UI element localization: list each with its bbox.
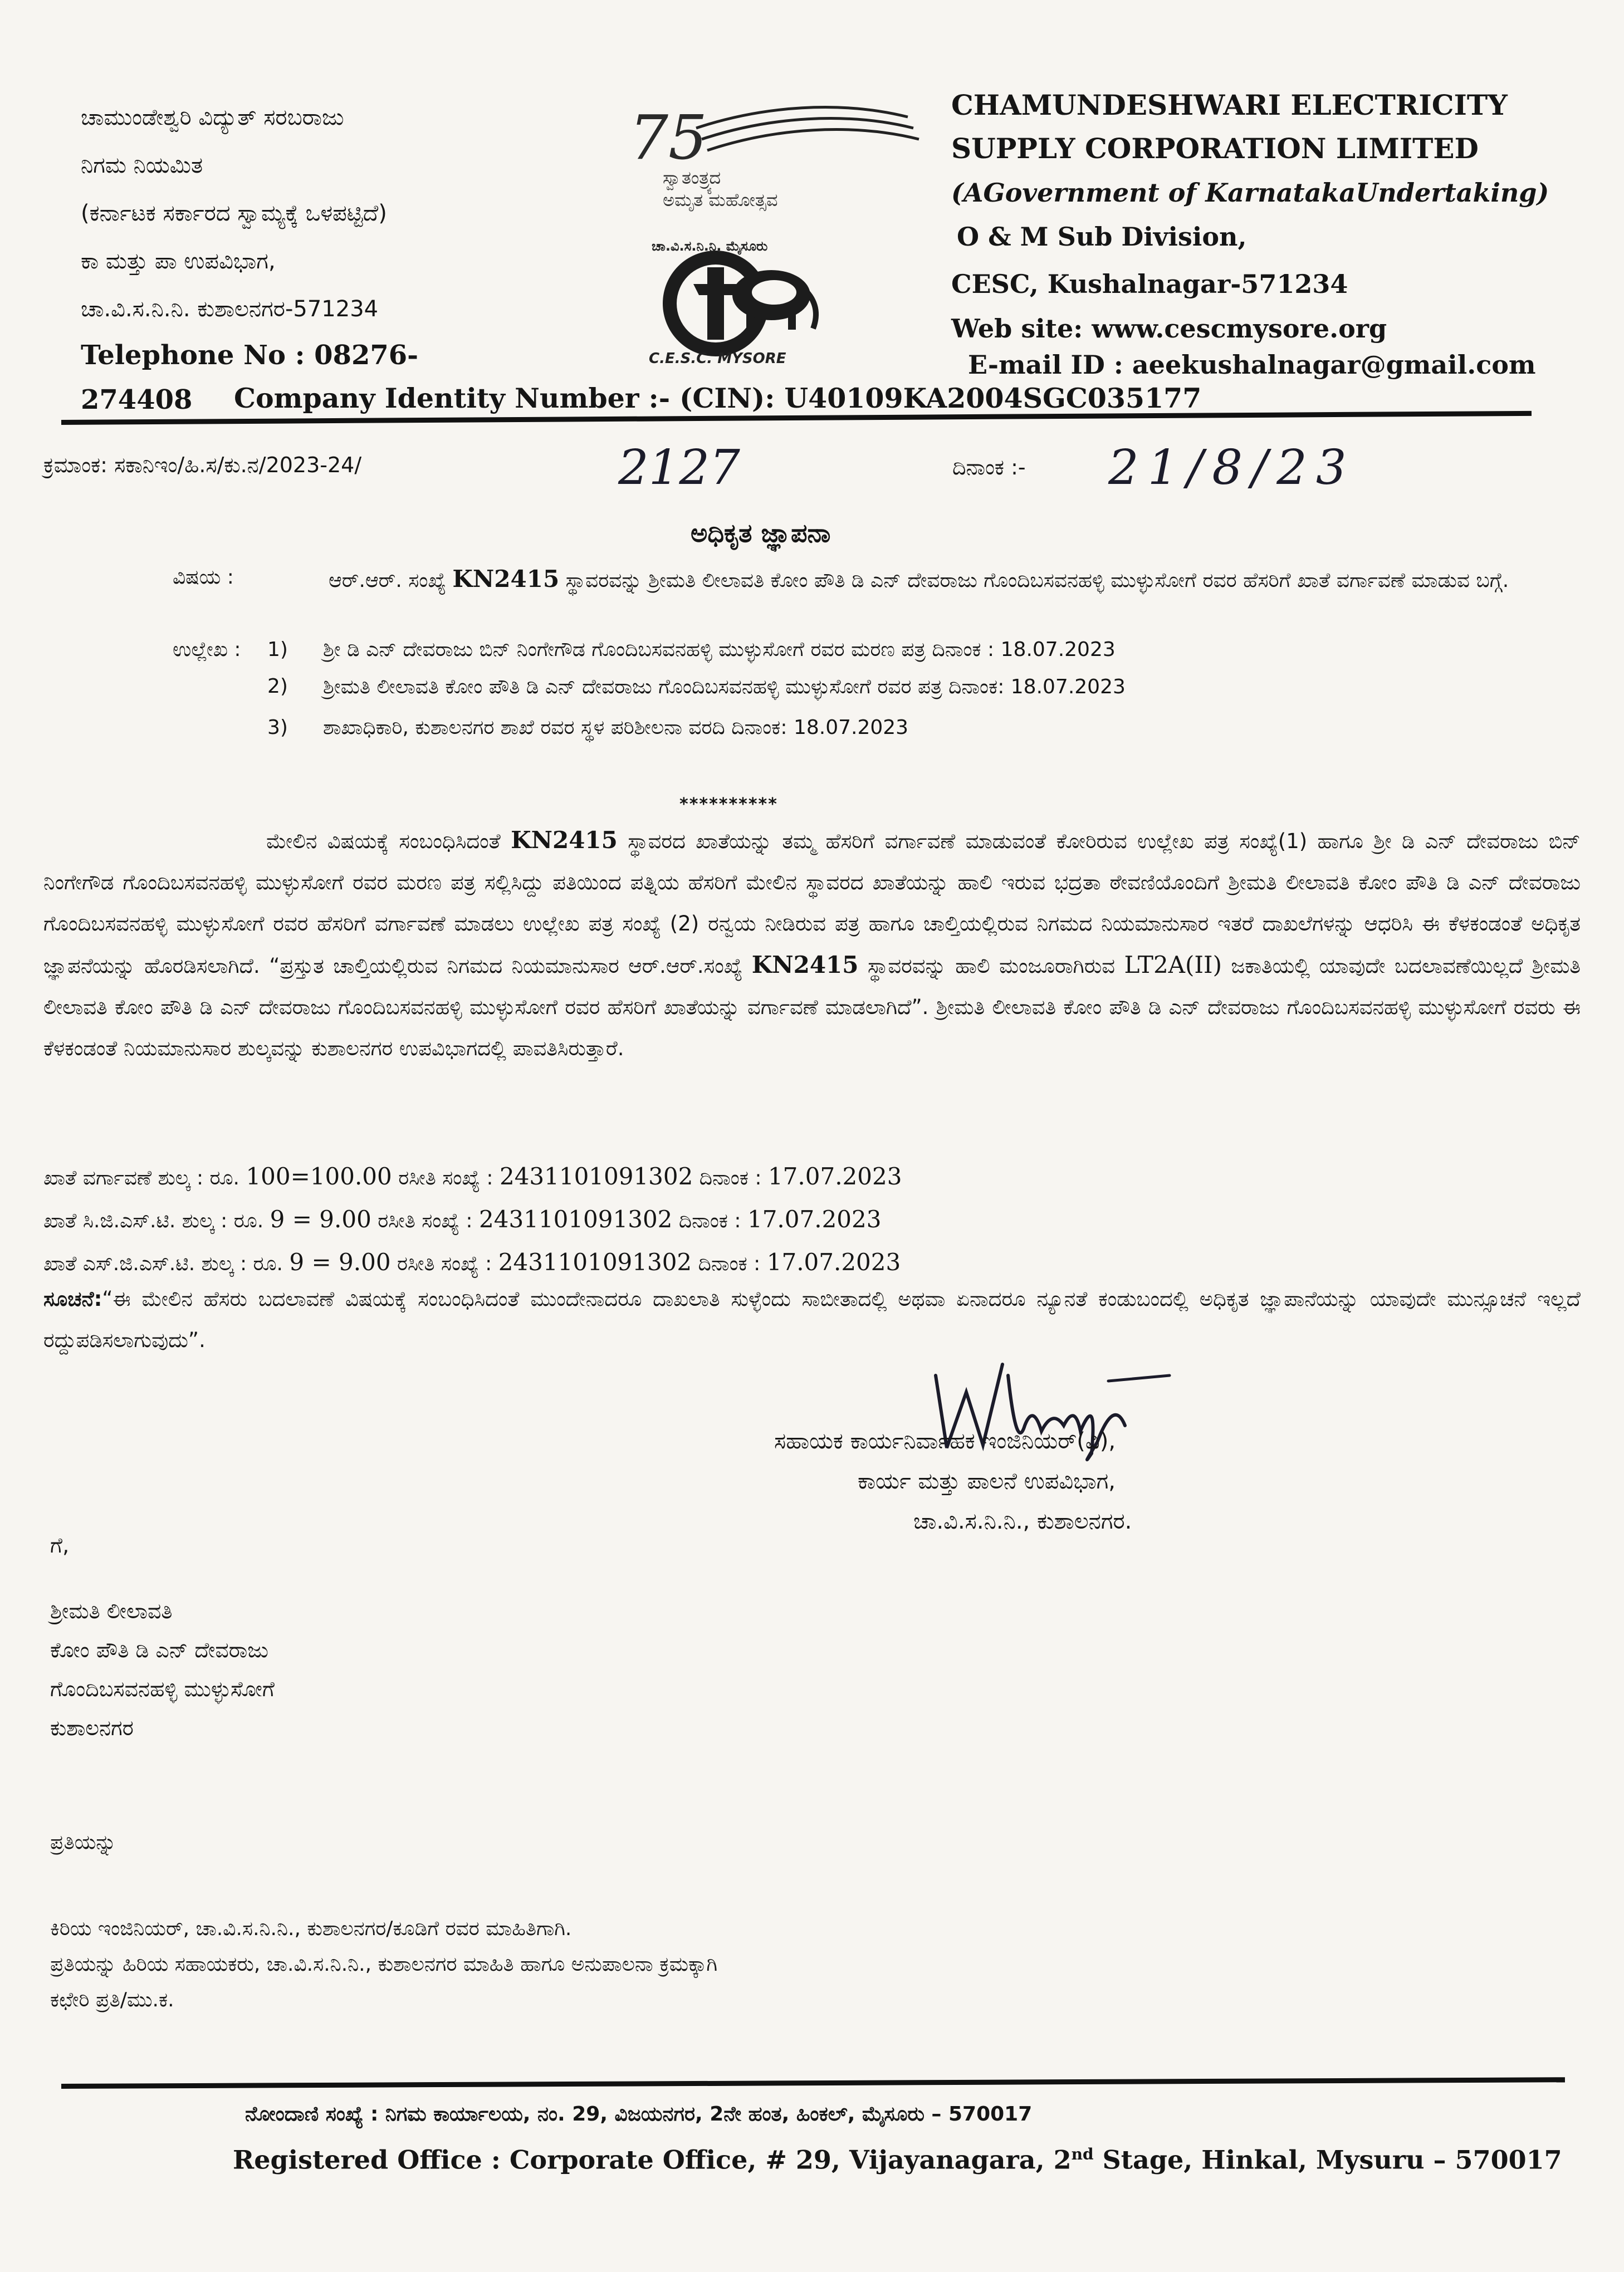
note-text: “ಈ ಮೇಲಿನ ಹೆಸರು ಬದಲಾವಣೆ ವಿಷಯಕ್ಕೆ ಸಂಬಂಧಿಸಿದಂತೆ ಮುಂದೇನಾದರೂ ದಾಖಲಾತಿ ಸುಳ್ಳೆಂದು ಸಾಬೀತಾದಲ್ಲಿ ಅಥವಾ ಏನಾದರೂ ನ್ಯೂನತೆ ಕಂಡುಬಂದಲ್ಲಿ ಅಧಿಕೃತ ಜ್ಞಾಪಾನೆಯನ್ನು ಯಾವುದೇ ಮುನ್ಸೂಚನೆ ಇಲ್ಲದೆ ರದ್ದುಪಡಿಸಲಾಗುವುದು”.: [43, 1287, 1581, 1352]
addressee-line: ಗೊಂದಿಬಸವನಹಳ್ಳಿ ಮುಳ್ಳುಸೋಗೆ: [50, 1677, 275, 1701]
header-kannada-block: [81, 94, 526, 422]
ref-text: ಶ್ರೀಮತಿ ಲೀಲಾವತಿ ಕೋಂ ಪೌತಿ ಡಿ ಎನ್ ದೇವರಾಜು ಗೊಂದಿಬಸವನಹಳ್ಳಿ ಮುಳ್ಳುಸೋಗೆ ರವರ ಪತ್ರ ದಿನಾಂಕ: 18.07.2023: [323, 675, 1126, 698]
signature-block: [774, 1421, 1498, 1541]
org-govt-note: (AGovernment of KarnatakaUndertaking): [951, 178, 1549, 208]
cesc-seal: [627, 234, 860, 368]
fee-row: [43, 1156, 1491, 1199]
fee-receipt-label: ರಸೀತಿ ಸಂಖ್ಯೆ :: [371, 1210, 479, 1232]
addressee-line: ಕೋಂ ಪೌತಿ ಡಿ ಎನ್ ದೇವರಾಜು: [50, 1638, 268, 1662]
signatory-office: ಕಾರ್ಯ ಮತ್ತು ಪಾಲನೆ ಉಪವಿಭಾಗ,: [858, 1468, 1116, 1494]
body-text: ಸ್ಥಾವರವನ್ನು ಹಾಲಿ ಮಂಜೂರಾಗಿರುವ: [858, 954, 1124, 978]
body-paragraph: [43, 820, 1581, 1069]
footer-en-text: Stage, Hinkal, Mysuru – 570017: [1093, 2144, 1562, 2175]
body-text: ಜಕಾತಿಯಲ್ಲಿ ಯಾವುದೇ ಬದಲಾವಣೆಯಿಲ್ಲದೆ ಶ್ರೀಮತಿ ಲೀಲಾವತಿ ಕೋಂ ಪೌತಿ ಡಿ ಎನ್ ದೇವರಾಜು ಗೊಂದಿಬಸವನಹಳ್ಳಿ ಮುಳ್ಳುಸೋಗೆ ರವರ ಹೆಸರಿಗೆ ಖಾತೆಯನ್ನು ವರ್ಗಾವಣೆ ಮಾಡಲಾಗಿದೆ”. ಶ್ರೀಮತಿ ಲೀಲಾವತಿ ಕೋಂ ಪೌತಿ ಡಿ ಎನ್ ದೇವರಾಜು ಗೊಂದಿಬಸವನಹಳ್ಳಿ ಮುಳ್ಳುಸೋಗೆ ರವರು ಈ ಕೆಳಕಂಡಂತೆ ನಿಯಮಾನುಸಾರ ಶುಲ್ಕವನ್ನು ಕುಶಾಲನಗರ ಉಪವಿಭಾಗದಲ್ಲಿ ಪಾವತಿಸಿರುತ್ತಾರೆ.: [43, 954, 1581, 1060]
ref-num: 2): [267, 675, 288, 698]
memo-title: ಅಧಿಕೃತ ಜ್ಞಾಪನಾ: [691, 518, 831, 548]
footer-registered-en: [233, 2137, 1562, 2177]
body-tariff: LT2A(II): [1124, 951, 1222, 978]
footer-en-sup: nd: [1071, 2145, 1094, 2163]
ref-text: ಶಾಖಾಧಿಕಾರಿ, ಕುಶಾಲನಗರ ಶಾಖೆ ರವರ ಸ್ಥಳ ಪರಿಶೀಲನಾ ವರದಿ ದಿನಾಂಕ: 18.07.2023: [323, 716, 909, 739]
fee-receipt-number: 2431101091302: [498, 1248, 692, 1276]
fee-receipt-label: ರಸೀತಿ ಸಂಖ್ಯೆ :: [392, 1167, 500, 1189]
body-text: ಸ್ಥಾವರದ ಖಾತೆಯನ್ನು ತಮ್ಮ ಹೆಸರಿಗೆ ವರ್ಗಾವಣೆ ಮಾಡುವಂತೆ ಕೋರಿರುವ ಉಲ್ಲೇಖ ಪತ್ರ ಸಂಖ್ಯೆ(1) ಹಾಗೂ ಶ್ರೀ ಡಿ ಎನ್ ದೇವರಾಜು ಬಿನ್ ನಿಂಗೇಗೌಡ ಗೊಂದಿಬಸವನಹಳ್ಳಿ ಮುಳ್ಳುಸೋಗೆ ರವರ ಮರಣ ಪತ್ರ ಸಲ್ಲಿಸಿದ್ದು ಪತಿಯಿಂದ ಪತ್ನಿಯ ಹೆಸರಿಗೆ ಮೇಲಿನ ಸ್ಥಾವರದ ಖಾತೆಯನ್ನು ಹಾಲಿ ಇರುವ ಭದ್ರತಾ ಠೇವಣಿಯೊಂದಿಗೆ ಶ್ರೀಮತಿ ಲೀಲಾವತಿ ಕೋಂ ಪೌತಿ ಡಿ ಎನ್ ದೇವರಾಜು ಗೊಂದಿಬಸವನಹಳ್ಳಿ ಮುಳ್ಳುಸೋಗೆ ರವರ ಹೆಸರಿಗೆ ವರ್ಗಾವಣೆ ಮಾಡಲು ಉಲ್ಲೇಖ ಪತ್ರ ಸಂಖ್ಯೆ (2) ರನ್ವಯ ನೀಡಿರುವ ಪತ್ರ ಹಾಗೂ ಚಾಲ್ತಿಯಲ್ಲಿರುವ ನಿಗಮದ ನಿಯಮಾನುಸಾರ ಇತರೆ ದಾಖಲೆಗಳನ್ನು ಆಧರಿಸಿ ಈ ಕೆಳಕಂಡಂತೆ ಅಧಿಕೃತ ಜ್ಞಾಪನೆಯನ್ನು ಹೊರಡಿಸಲಾಗಿದೆ. “ಪ್ರಸ್ತುತ ಚಾಲ್ತಿಯಲ್ಲಿರುವ ನಿಗಮದ ನಿಯಮಾನುಸಾರ ಆರ್.ಆರ್.ಸಂಖ್ಯೆ: [43, 829, 1581, 978]
seal-top-text: ಚಾ.ವಿ.ಸ.ನಿ.ನಿ. ಮೈಸೂರು: [652, 238, 768, 254]
subject-label: ವಿಷಯ :: [173, 566, 234, 589]
fee-label: ಖಾತೆ ಸಿ.ಜಿ.ಎಸ್.ಟಿ. ಶುಲ್ಕ : ರೂ.: [43, 1210, 270, 1232]
company-cin: Company Identity Number :- (CIN): U40109KA2004SGC035177: [234, 382, 1202, 414]
subject-pre: ಆರ್.ಆರ್. ಸಂಖ್ಯೆ: [329, 569, 453, 592]
footer-divider: [61, 2077, 1565, 2089]
fee-date: 17.07.2023: [767, 1163, 902, 1190]
fee-receipt-number: 2431101091302: [479, 1206, 673, 1233]
subject-text: [329, 562, 1565, 598]
date-handwritten: 21/8/23: [1108, 440, 1356, 496]
fee-label: ಖಾತೆ ಎಸ್.ಜಿ.ಎಸ್.ಟಿ. ಶುಲ್ಕ : ರೂ.: [43, 1252, 290, 1275]
anniversary-text: ಅಮೃತ ಮಹೋತ್ಸವ: [663, 189, 778, 210]
ref-text: ಶ್ರೀ ಡಿ ಎನ್ ದೇವರಾಜು ಬಿನ್ ನಿಂಗೇಗೌಡ ಗೊಂದಿಬಸವನಹಳ್ಳಿ ಮುಳ್ಳುಸೋಗೆ ರವರ ಮರಣ ಪತ್ರ ದಿನಾಂಕ : 18.07.2023: [323, 638, 1116, 661]
signatory-designation: ಸಹಾಯಕ ಕಾರ್ಯನಿರ್ವಾಹಕ ಇಂಜಿನಿಯರ್(ವಿ),: [774, 1428, 1116, 1454]
signatory-location: ಚಾ.ವಿ.ಸ.ನಿ.ನಿ., ಕುಶಾಲನಗರ.: [913, 1509, 1132, 1534]
copy-item: ಕಿರಿಯ ಇಂಜಿನಿಯರ್, ಚಾ.ವಿ.ಸ.ನಿ.ನಿ., ಕುಶಾಲನಗರ/ಕೂಡಿಗೆ ರವರ ಮಾಹಿತಿಗಾಗಿ.: [50, 1917, 572, 1940]
refs-list: [267, 635, 1565, 743]
org-name-kn-line: ಕಾ ಮತ್ತು ಪಾ ಉಪವಿಭಾಗ,: [81, 248, 276, 274]
header-english-block: [951, 84, 1592, 382]
footer-registered-kn: ನೋಂದಾಣಿ ಸಂಖ್ಯೆ : ನಿಗಮ ಕಾರ್ಯಾಲಯ, ನಂ. 29, ವಿಜಯನಗರ, 2ನೇ ಹಂತ, ಹಿಂಕಲ್, ಮೈಸೂರು – 570017: [245, 2103, 1033, 2126]
fees-table: [43, 1156, 1491, 1285]
fee-amount: 100=100.00: [246, 1163, 392, 1190]
org-name-kn-line: (ಕರ್ನಾಟಕ ಸರ್ಕಾರದ ಸ್ವಾಮ್ಯಕ್ಕೆ ಒಳಪಟ್ಟಿದೆ): [81, 200, 387, 226]
ref-item: [267, 672, 1565, 703]
ref-item: [267, 635, 1565, 665]
anniversary-text: ಸ್ವಾತಂತ್ರ್ಯದ: [663, 167, 721, 188]
body-rr-number: KN2415: [511, 826, 618, 854]
copy-label: ಪ್ರತಿಯನ್ನು: [50, 1831, 116, 1854]
fee-receipt-number: 2431101091302: [499, 1163, 693, 1190]
org-name-en: SUPPLY CORPORATION LIMITED: [951, 132, 1479, 165]
note-label: ಸೂಚನೆ:: [43, 1287, 102, 1311]
refs-label: ಉಲ್ಲೇಖ :: [173, 638, 241, 661]
subject-rr-number: KN2415: [452, 565, 560, 593]
office-address: CESC, Kushalnagar-571234: [951, 269, 1348, 299]
ref-num: 3): [267, 716, 288, 739]
email: E-mail ID : aeekushalnagar@gmail.com: [968, 350, 1536, 380]
seal-bottom-text: C.E.S.C. MYSORE: [649, 350, 786, 367]
tower-icon: [707, 267, 724, 340]
sub-division: O & M Sub Division,: [957, 222, 1247, 252]
reference-number-label: ಕ್ರಮಾಂಕ: ಸಕಾನಿಇಂ/ಹಿ.ಸ/ಕು.ನ/2023-24/: [43, 453, 362, 477]
org-name-en: CHAMUNDESHWARI ELECTRICITY: [951, 89, 1508, 121]
copies-list: [50, 1911, 717, 2018]
date-label: ದಿನಾಂಕ :-: [952, 455, 1026, 479]
to-label: ಗೆ,: [50, 1533, 70, 1558]
body-text: ಮೇಲಿನ ವಿಷಯಕ್ಕೆ ಸಂಬಂಧಿಸಿದಂತೆ: [266, 829, 511, 853]
fee-receipt-label: ರಸೀತಿ ಸಂಖ್ಯೆ :: [390, 1252, 498, 1275]
fee-date-label: ದಿನಾಂಕ :: [693, 1167, 768, 1189]
subject-post: ಸ್ಥಾವರವನ್ನು ಶ್ರೀಮತಿ ಲೀಲಾವತಿ ಕೋಂ ಪೌತಿ ಡಿ ಎನ್ ದೇವರಾಜು ಗೊಂದಿಬಸವನಹಳ್ಳಿ ಮುಳ್ಳುಸೋಗೆ ರವರ ಹೆಸರಿಗೆ ಖಾತೆ ವರ್ಗಾವಣೆ ಮಾಡುವ ಬಗ್ಗೆ.: [559, 569, 1509, 592]
copy-item: ಕಛೇರಿ ಪ್ರತಿ/ಮು.ಕ.: [50, 1989, 174, 2011]
fee-amount: 9 = 9.00: [289, 1248, 391, 1276]
addressee-line: ಶ್ರೀಮತಿ ಲೀಲಾವತಿ: [50, 1599, 173, 1623]
fee-row: [43, 1199, 1491, 1242]
addressee-line: ಕುಶಾಲನಗರ: [50, 1716, 134, 1740]
org-name-kn-line: ಚಾಮುಂಡೇಶ್ವರಿ ವಿದ್ಯುತ್ ಸರಬರಾಜು: [81, 105, 344, 130]
reference-number-handwritten: 2127: [618, 440, 740, 496]
fee-amount: 9 = 9.00: [270, 1206, 371, 1233]
ref-num: 1): [267, 638, 288, 661]
fee-date-label: ದಿನಾಂಕ :: [672, 1210, 747, 1232]
addressee-block: [50, 1592, 275, 1747]
anniversary-number: 75: [629, 102, 707, 173]
fee-date-label: ದಿನಾಂಕ :: [692, 1252, 767, 1275]
fee-date: 17.07.2023: [766, 1248, 901, 1276]
footer-en-text: Registered Office : Corporate Office, # 29, Vijayanagara, 2: [233, 2144, 1072, 2175]
fee-label: ಖಾತೆ ವರ್ಗಾವಣೆ ಶುಲ್ಕ : ರೂ.: [43, 1167, 246, 1189]
copy-item: ಪ್ರತಿಯನ್ನು ಹಿರಿಯ ಸಹಾಯಕರು, ಚಾ.ವಿ.ಸ.ನಿ.ನಿ., ಕುಶಾಲನಗರ ಮಾಹಿತಿ ಹಾಗೂ ಅನುಪಾಲನಾ ಕ್ರಮಕ್ಕಾಗಿ: [50, 1953, 718, 1976]
website: Web site: www.cescmysore.org: [951, 314, 1387, 344]
fee-date: 17.07.2023: [747, 1206, 882, 1233]
body-rr-number: KN2415: [751, 951, 859, 978]
note-block: [43, 1279, 1581, 1361]
telephone: Telephone No : 08276-274408: [81, 340, 419, 415]
separator-stars: **********: [679, 795, 778, 814]
org-name-kn-line: ನಿಗಮ ನಿಯಮಿತ: [81, 153, 203, 178]
org-name-kn-line: ಚಾ.ವಿ.ಸ.ನಿ.ನಿ. ಕುಶಾಲನಗರ-571234: [81, 296, 379, 322]
ref-item: [267, 713, 1565, 743]
